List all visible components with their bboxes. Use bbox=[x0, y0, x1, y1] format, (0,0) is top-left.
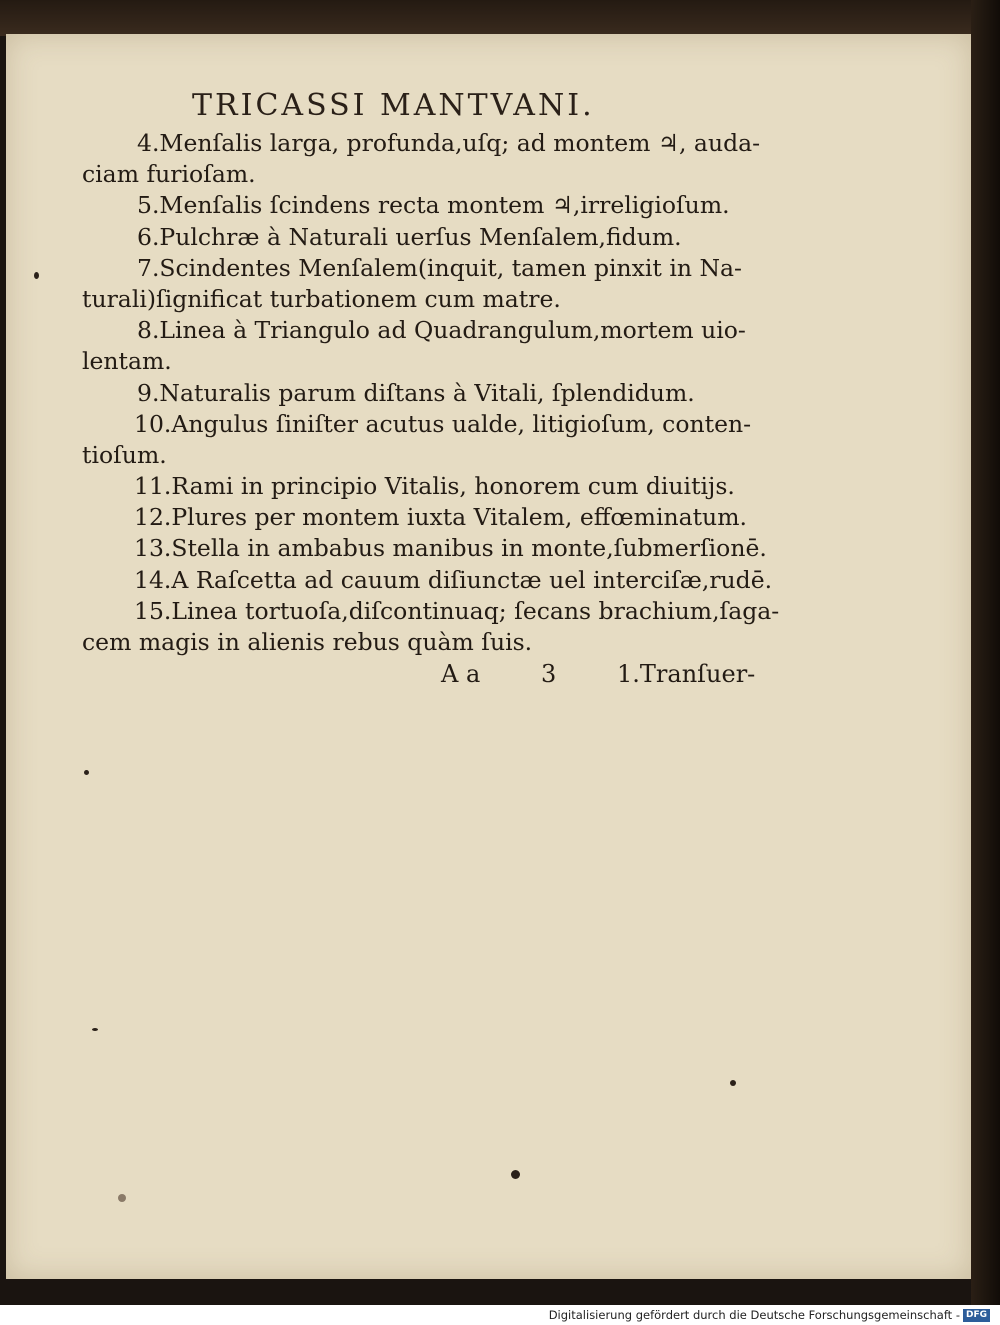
text-line: 7.Scindentes Menſalem(inquit, tamen pinxit in Na- bbox=[137, 253, 742, 282]
text-line: tioſum. bbox=[82, 440, 167, 469]
text-line: 14.A Raſcetta ad cauum diſiunctæ uel interciſæ,rudē. bbox=[134, 565, 773, 594]
text-line: turali)ſignificat turbationem cum matre. bbox=[82, 284, 561, 313]
running-head: TRICASSI MANTVANI. bbox=[192, 88, 595, 123]
text-line: 8.Linea à Triangulo ad Quadrangulum,mortem uio- bbox=[137, 316, 746, 345]
text-line: 9.Naturalis parum diſtans à Vitali, ſplendidum. bbox=[137, 378, 695, 407]
ink-speck bbox=[730, 1080, 736, 1086]
funding-text: Digitalisierung gefördert durch die Deutsche Forschungsgemeinschaft - bbox=[548, 1308, 960, 1322]
scan-edge-top bbox=[0, 0, 1000, 36]
page-number: 3 bbox=[541, 660, 557, 688]
scan-edge-right bbox=[971, 0, 1000, 1305]
text-line: 11.Rami in principio Vitalis, honorem cum diuitijs. bbox=[134, 472, 735, 501]
text-line: cem magis in alienis rebus quàm ſuis. bbox=[82, 628, 533, 656]
ink-speck bbox=[84, 770, 89, 775]
text-line: 4.Menſalis larga, profunda,uſq; ad montem ♃, auda- bbox=[137, 129, 761, 157]
text-line: ciam furioſam. bbox=[82, 160, 256, 189]
text-line: 10.Angulus ſiniſter acutus ualde, litigioſum, conten- bbox=[134, 409, 752, 438]
catchword: 1.Tranſuer- bbox=[617, 660, 756, 688]
ink-speck bbox=[34, 272, 39, 279]
ink-speck bbox=[92, 1028, 98, 1031]
text-line: lentam. bbox=[82, 347, 172, 376]
ink-speck bbox=[118, 1194, 126, 1202]
ink-speck bbox=[511, 1170, 520, 1179]
funding-notice bbox=[545, 1307, 994, 1323]
text-line: 15.Linea tortuoſa,diſcontinuaq; ſecans brachium,ſaga- bbox=[134, 596, 780, 625]
text-line: 12.Plures per montem iuxta Vitalem, effœminatum. bbox=[134, 503, 747, 532]
dfg-logo: DFG bbox=[963, 1309, 990, 1322]
text-line: 13.Stella in ambabus manibus in monte,ſubmerſionē. bbox=[134, 534, 767, 563]
text-line: 6.Pulchræ à Naturali uerſus Menſalem,fidum. bbox=[137, 222, 682, 251]
text-line: 5.Menſalis ſcindens recta montem ♃,irreligioſum. bbox=[137, 191, 730, 220]
signature-mark: A a bbox=[441, 660, 481, 688]
main-text bbox=[82, 128, 780, 658]
